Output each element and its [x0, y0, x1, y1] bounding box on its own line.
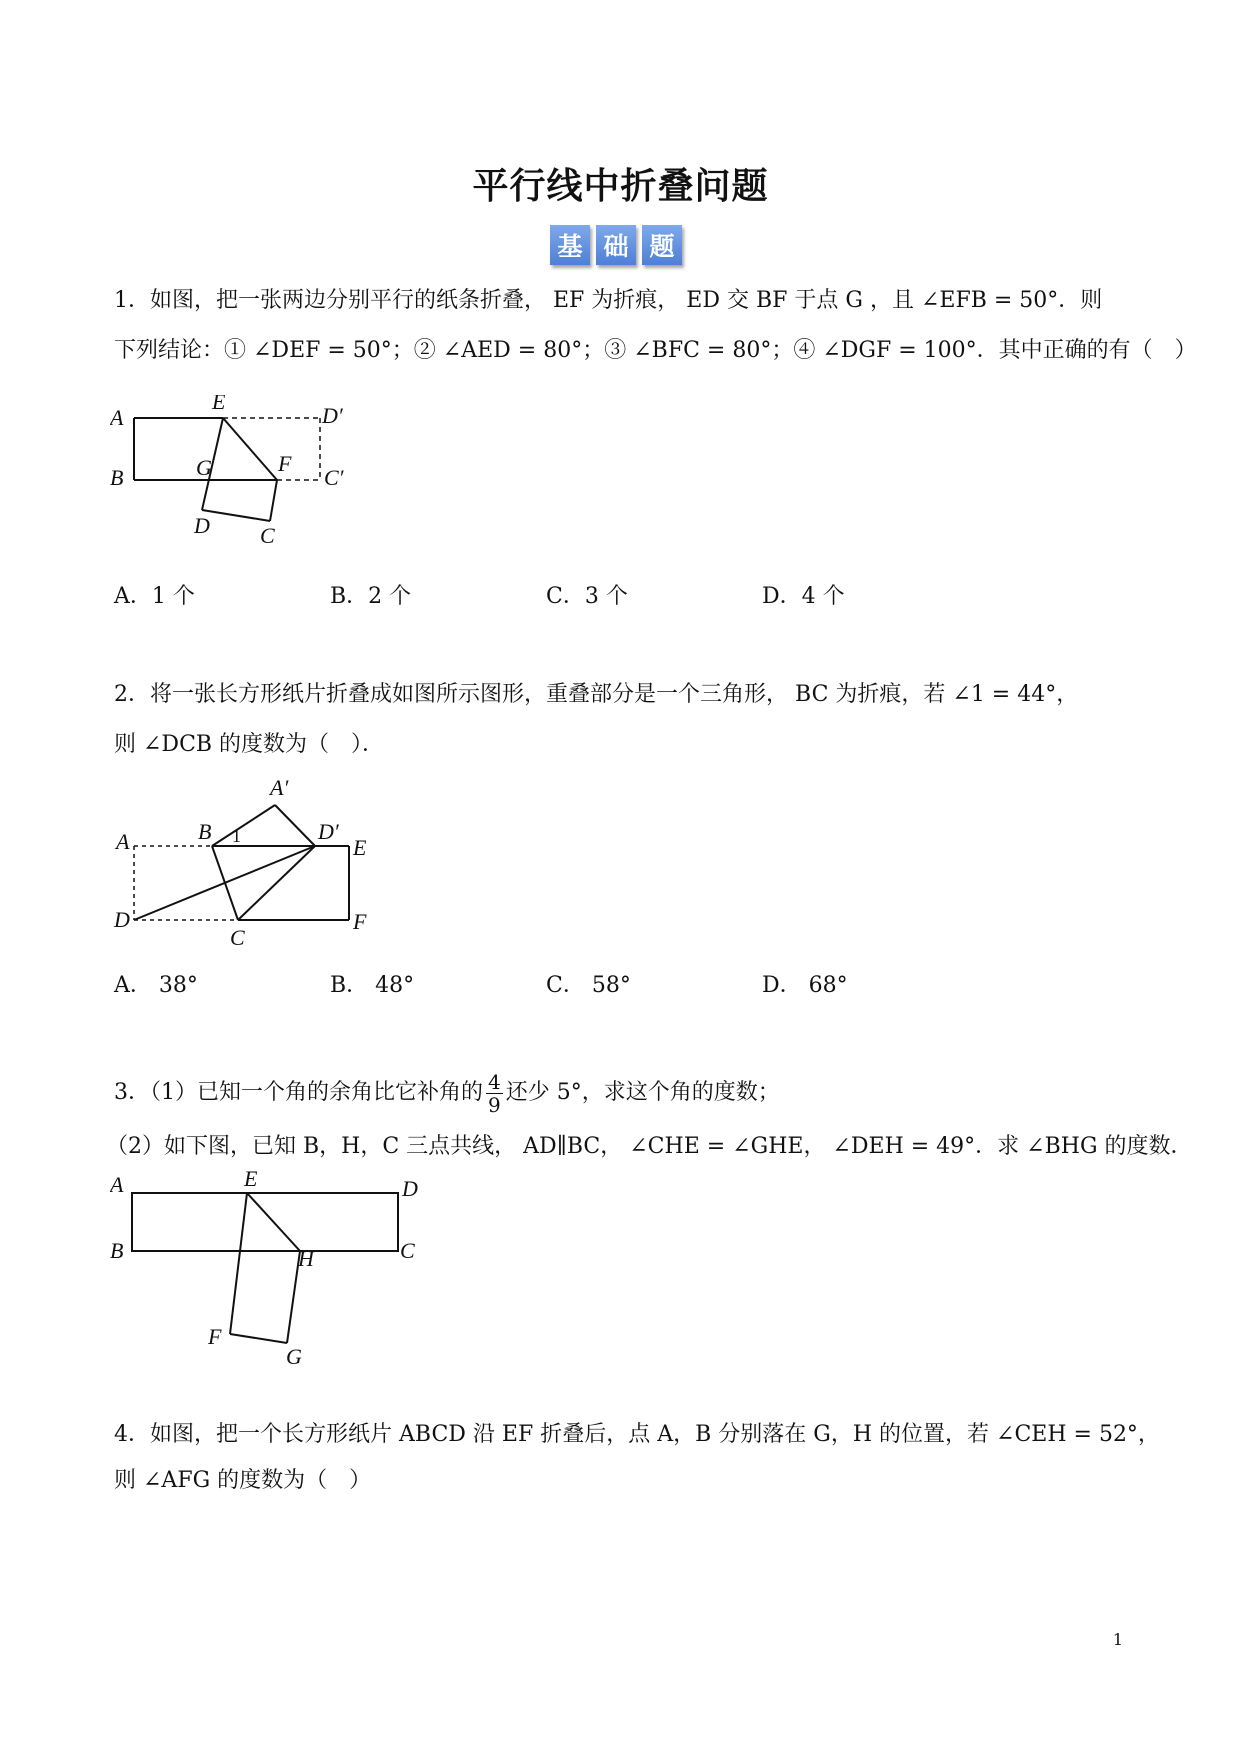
q3-label-b: B — [110, 1238, 124, 1263]
q4-line2: 则 ∠AFG 的度数为（ ） — [114, 1468, 372, 1493]
q3-edge-ef — [230, 1193, 247, 1334]
q1-option-b: B．2 个 — [330, 584, 412, 609]
q1-edge-ef — [223, 418, 277, 480]
q1-edge-dc — [202, 510, 270, 521]
q1-label-c-prime: C′ — [324, 465, 344, 490]
q3-label-h: H — [298, 1246, 314, 1271]
q1-line1: 1．如图，把一张两边分别平行的纸条折叠， EF 为折痕， ED 交 BF 于点 G ，且 ∠EFB = 50°．则 — [114, 288, 1103, 313]
q3-label-e: E — [244, 1170, 258, 1191]
q2-edge-ba-prime — [212, 805, 275, 846]
q2-label-b: B — [198, 819, 212, 844]
q3-edge-eh — [247, 1193, 300, 1251]
q3-line2: （2）如下图，已知 B，H，C 三点共线， AD∥BC， ∠CHE = ∠GHE， ∠DEH = 49°．求 ∠BHG 的度数． — [106, 1134, 1193, 1159]
q3-figure — [110, 1170, 440, 1370]
badge-char: 础 — [596, 225, 636, 265]
q2-label-angle-1: 1 — [232, 826, 241, 846]
q2-label-d-prime: D′ — [318, 819, 339, 844]
q3-rect-abcd — [132, 1193, 398, 1251]
q1-label-b: B — [110, 465, 124, 490]
q1-option-d: D．4 个 — [762, 584, 845, 609]
q1-line2: 下列结论：① ∠DEF = 50°；② ∠AED = 80°；③ ∠BFC = 80°；④ ∠DGF = 100°．其中正确的有（ ） — [114, 338, 1197, 363]
q1-label-c: C — [260, 523, 275, 548]
q2-figure — [110, 775, 380, 950]
q3-label-a: A — [110, 1172, 124, 1197]
q2-label-a: A — [116, 829, 130, 854]
badge-char: 基 — [550, 225, 590, 265]
q2-option-d: D． 68° — [762, 973, 848, 998]
q1-option-a: A．1 个 — [114, 584, 195, 609]
q2-line2: 则 ∠DCB 的度数为（ ）． — [114, 732, 385, 757]
q3-line1-post: 还少 5°，求这个角的度数； — [505, 1080, 780, 1105]
q1-label-g: G — [196, 455, 212, 480]
q3-label-d: D — [402, 1176, 418, 1201]
q1-label-a: A — [110, 405, 124, 430]
q1-figure — [110, 395, 370, 555]
q2-label-c: C — [230, 925, 245, 950]
q1-label-e: E — [212, 395, 226, 414]
q1-label-d-prime: D′ — [322, 403, 343, 428]
badge-char: 题 — [642, 225, 682, 265]
q4-line1: 4．如图，把一个长方形纸片 ABCD 沿 EF 折叠后，点 A，B 分别落在 G，H 的位置，若 ∠CEH = 52°， — [114, 1422, 1160, 1447]
q3-edge-fg — [230, 1334, 287, 1343]
q3-line1 — [114, 1068, 780, 1118]
q1-label-d: D — [194, 513, 210, 538]
q1-label-f: F — [278, 451, 292, 476]
q3-fraction-denominator: 9 — [488, 1092, 501, 1117]
q2-edge-a-prime-d-prime — [275, 805, 315, 846]
q2-line1: 2．将一张长方形纸片折叠成如图所示图形，重叠部分是一个三角形， BC 为折痕，若 ∠1 = 44°， — [114, 682, 1079, 707]
q3-label-c: C — [400, 1238, 415, 1263]
q2-label-a-prime: A′ — [270, 775, 289, 800]
q2-label-d: D — [114, 907, 130, 932]
q3-fraction-numerator: 4 — [488, 1069, 501, 1094]
q2-edge-dd-prime — [134, 846, 315, 920]
q3-label-g: G — [286, 1344, 302, 1369]
section-badge — [550, 225, 682, 265]
q2-edge-d-prime-c — [238, 846, 315, 920]
q3-line1-pre: 3．（1）已知一个角的余角比它补角的 — [114, 1080, 483, 1105]
q2-option-c: C． 58° — [546, 973, 631, 998]
q2-label-e: E — [353, 835, 367, 860]
q3-fraction — [486, 1071, 503, 1116]
q2-label-f: F — [353, 909, 367, 934]
q1-edge-cf — [270, 480, 277, 521]
q2-option-a: A． 38° — [114, 973, 198, 998]
page-title: 平行线中折叠问题 — [472, 166, 769, 207]
page-number: 1 — [1112, 1630, 1123, 1649]
q1-option-c: C．3 个 — [546, 584, 628, 609]
q3-label-f: F — [208, 1324, 222, 1349]
q2-option-b: B． 48° — [330, 973, 415, 998]
